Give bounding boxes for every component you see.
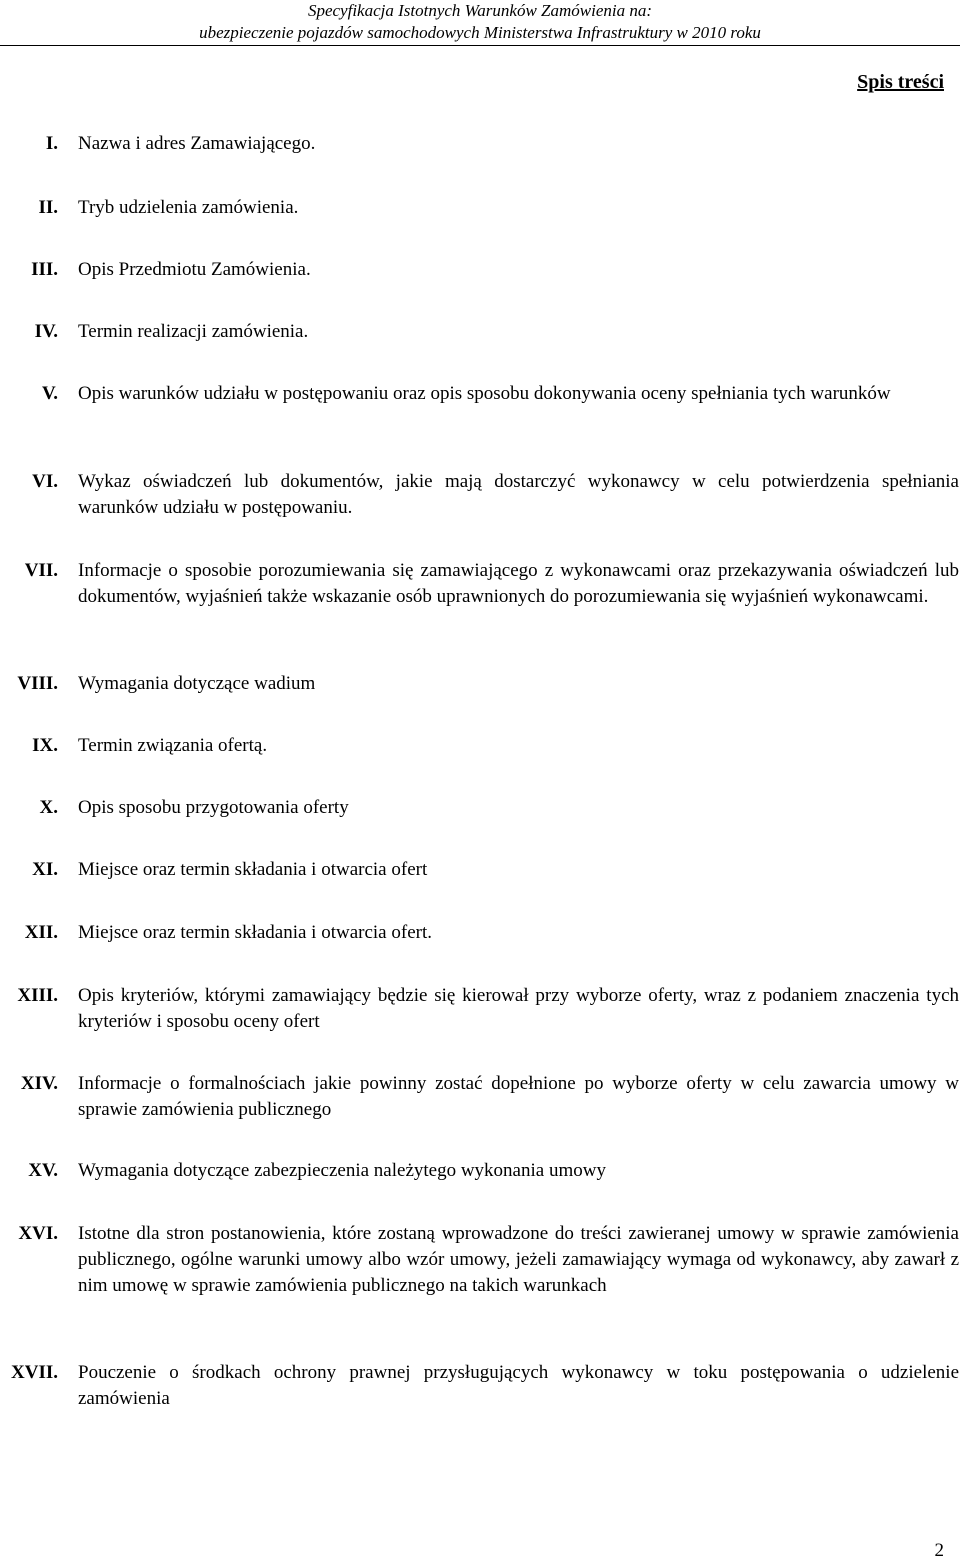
toc-item-number: XVI. bbox=[18, 1223, 58, 1244]
toc-item-text: Miejsce oraz termin składania i otwarcia ofert. bbox=[78, 922, 432, 943]
toc-item-number: VII. bbox=[24, 560, 58, 581]
header-divider bbox=[0, 45, 960, 46]
toc-item-text: Istotne dla stron postanowienia, które zostaną wprowadzone do treści zawieranej umowy w sprawie zamówienia publicznego, ogólne warunki umowy albo wzór umowy, jeżeli zamawiający wymaga od wykonawcy, aby zawarł z nim umowę w sprawie zamówienia publicznego na takich warunkach bbox=[78, 1223, 959, 1296]
toc-item-number: IX. bbox=[32, 735, 58, 756]
toc-item-number: V. bbox=[41, 383, 58, 404]
toc-item-number: III. bbox=[31, 259, 58, 280]
toc-item-number: II. bbox=[38, 197, 58, 218]
page-number: 2 bbox=[934, 1540, 944, 1561]
toc-item-text: Informacje o sposobie porozumiewania się zamawiającego z wykonawcami oraz przekazywania oświadczeń lub dokumentów, wyjaśnień także wskazanie osób uprawnionych do porozumiewania się wyjaśnień wykonawcami. bbox=[78, 560, 959, 607]
toc-title: Spis treści bbox=[857, 71, 944, 93]
toc-item-number: XV. bbox=[28, 1160, 58, 1181]
toc-item-number: IV. bbox=[34, 321, 58, 342]
toc-item-text: Opis warunków udziału w postępowaniu oraz opis sposobu dokonywania oceny spełniania tych warunków bbox=[78, 383, 891, 404]
toc-item-number: XIII. bbox=[17, 985, 58, 1006]
toc-item-text: Opis Przedmiotu Zamówienia. bbox=[78, 259, 311, 280]
toc-item-number: VI. bbox=[32, 471, 58, 492]
header-line-2: ubezpieczenie pojazdów samochodowych Ministerstwa Infrastruktury w 2010 roku bbox=[199, 23, 761, 42]
header-line-1: Specyfikacja Istotnych Warunków Zamówienia na: bbox=[307, 1, 653, 20]
toc-item-number: XVII. bbox=[11, 1362, 58, 1383]
toc-item-text: Termin realizacji zamówienia. bbox=[78, 321, 309, 342]
toc-item-text: Termin związania ofertą. bbox=[78, 735, 268, 756]
toc-item-text: Wykaz oświadczeń lub dokumentów, jakie mają dostarczyć wykonawcy w celu potwierdzenia spełniania warunków udziału w postępowaniu. bbox=[78, 471, 959, 518]
toc-item-text: Pouczenie o środkach ochrony prawnej przysługujących wykonawcy w toku postępowania o udzielenie zamówienia bbox=[78, 1362, 959, 1409]
toc-item-text: Tryb udzielenia zamówienia. bbox=[78, 197, 299, 218]
toc-item-text: Opis kryteriów, którymi zamawiający będzie się kierował przy wyborze oferty, wraz z podaniem znaczenia tych kryteriów i sposobu oceny ofert bbox=[78, 985, 959, 1032]
toc-item-text: Nazwa i adres Zamawiającego. bbox=[78, 133, 316, 154]
toc-item-number: XI. bbox=[32, 859, 58, 880]
toc-item-number: I. bbox=[45, 133, 58, 154]
toc-item-number: XIV. bbox=[20, 1073, 58, 1094]
toc-item-number: VIII. bbox=[17, 673, 58, 694]
toc-item-text: Wymagania dotyczące wadium bbox=[78, 673, 316, 694]
toc-item-text: Miejsce oraz termin składania i otwarcia ofert bbox=[78, 859, 428, 880]
toc-item-text: Opis sposobu przygotowania oferty bbox=[78, 797, 349, 818]
toc-item-text: Informacje o formalnościach jakie powinny zostać dopełnione po wyborze oferty w celu zawarcia umowy w sprawie zamówienia publicznego bbox=[78, 1073, 959, 1120]
toc-item-number: X. bbox=[39, 797, 58, 818]
toc-item-text: Wymagania dotyczące zabezpieczenia należytego wykonania umowy bbox=[78, 1160, 606, 1181]
toc-item-number: XII. bbox=[24, 922, 58, 943]
